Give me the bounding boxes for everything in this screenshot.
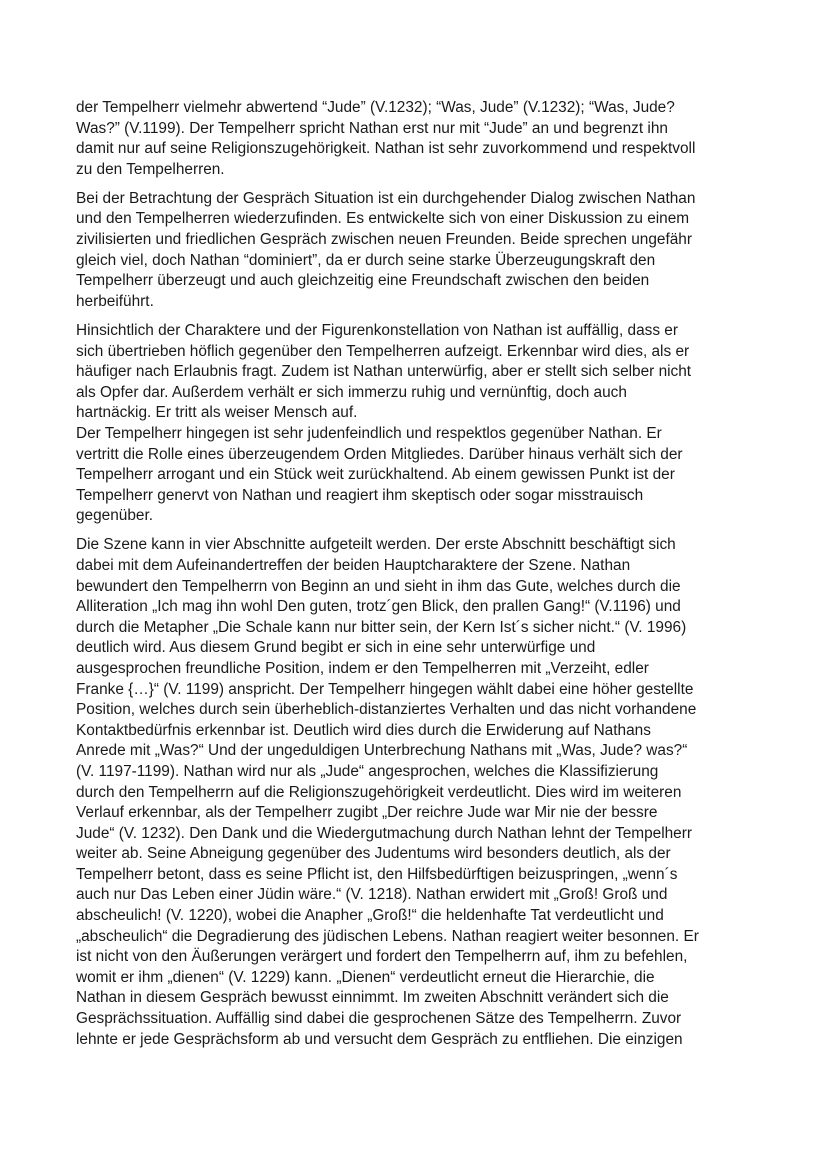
text-line: Position, welches durch sein überheblich-distanziertes Verhalten und das nicht vorhandene — [76, 701, 697, 719]
text-line: und den Tempelherren wiederzufinden. Es entwickelte sich von einer Diskussion zu einem — [76, 210, 690, 228]
text-line: „abscheulich“ die Degradierung des jüdischen Lebens. Nathan reagiert weiter besonnen. Er — [76, 927, 699, 945]
text-line: zu den Tempelherren. — [76, 160, 225, 178]
text-line: Jude“ (V. 1232). Den Dank und die Wiedergutmachung durch Nathan lehnt der Tempelherr — [76, 824, 692, 842]
text-line: Gesprächssituation. Auffällig sind dabei die gesprochenen Sätze des Tempelherrn. Zuvor — [76, 1010, 682, 1028]
text-line: abscheulich! (V. 1220), wobei die Anapher „Groß!“ die heldenhafte Tat verdeutlicht und — [76, 907, 664, 925]
text-line: damit nur auf seine Religionszugehörigkeit. Nathan ist sehr zuvorkommend und respektvoll — [76, 140, 696, 158]
text-line: gegenüber. — [76, 507, 154, 525]
text-line: Bei der Betrachtung der Gespräch Situation ist ein durchgehender Dialog zwischen Nathan — [76, 189, 696, 207]
text-line: hartnäckig. Er tritt als weiser Mensch auf. — [76, 404, 358, 422]
text-line: Die Szene kann in vier Abschnitte aufgeteilt werden. Der erste Abschnitt beschäftigt sich — [76, 536, 676, 554]
text-line: dabei mit dem Aufeinandertreffen der beiden Hauptcharaktere der Szene. Nathan — [76, 556, 631, 574]
text-line: der Tempelherr vielmehr abwertend “Jude” (V.1232); “Was, Jude” (V.1232); “Was, Jude? — [76, 99, 675, 116]
paragraph — [76, 321, 760, 527]
text-line: vertritt die Rolle eines überzeugendem Orden Mitgliedes. Darüber hinaus verhält sich der — [76, 445, 683, 463]
text-line: Tempelherr überzeugt und auch gleichzeitig eine Freundschaft zwischen den beiden — [76, 272, 650, 290]
text-line: Alliteration „Ich mag ihn wohl Den guten, trotz´gen Blick, den prallen Gang!“ (V.1196) und — [76, 598, 681, 616]
text-line: häufiger nach Erlaubnis fragt. Zudem ist Nathan unterwürfig, aber er stellt sich selber nicht — [76, 363, 692, 381]
text-line: zivilisierten und friedlichen Gespräch zwischen neuen Freunden. Beide sprechen ungefähr — [76, 231, 692, 249]
text-line: Nathan in diesem Gespräch bewusst einnimmt. Im zweiten Abschnitt verändert sich die — [76, 989, 669, 1007]
text-line: weiter ab. Seine Abneigung gegenüber des Judentums wird besonders deutlich, als der — [76, 845, 671, 863]
text-line: deutlich wird. Aus diesem Grund begibt er sich in eine sehr unterwürfige und — [76, 639, 596, 657]
text-line: Was?” (V.1199). Der Tempelherr spricht Nathan erst nur mit “Jude” an und begrenzt ihn — [76, 119, 668, 137]
text-line: durch die Metapher „Die Schale kann nur bitter sein, der Kern Ist´s sicher nicht.“ (V. 1996) — [76, 618, 687, 636]
text-line: Der Tempelherr hingegen ist sehr judenfeindlich und respektlos gegenüber Nathan. Er — [76, 424, 662, 442]
text-line: Kontaktbedürfnis erkennbar ist. Deutlich wird dies durch die Erwiderung auf Nathans — [76, 721, 651, 739]
text-line: gleich viel, doch Nathan “dominiert”, da er durch seine starke Überzeugungskraft den — [76, 251, 656, 269]
text-line: herbeiführt. — [76, 292, 154, 310]
text-line: womit er ihm „dienen“ (V. 1229) kann. „Dienen“ verdeutlicht erneut die Hierarchie, die — [76, 968, 655, 986]
text-line: lehnte er jede Gesprächsform ab und versucht dem Gespräch zu entfliehen. Die einzigen — [76, 1030, 683, 1048]
text-line: durch den Tempelherrn auf die Religionszugehörigkeit verdeutlicht. Dies wird im weiteren — [76, 783, 682, 801]
text-line: als Opfer dar. Außerdem verhält er sich immerzu ruhig und vernünftig, doch auch — [76, 383, 627, 401]
text-line: Tempelherr arrogant und ein Stück weit zurückhaltend. Ab einem gewissen Punkt ist der — [76, 466, 675, 484]
text-line: Tempelherr betont, dass es seine Pflicht ist, den Hilfsbedürftigen beizuspringen, „wenn´s — [76, 865, 678, 883]
document-body — [76, 98, 760, 1050]
text-line: Verlauf erkennbar, als der Tempelherr zugibt „Der reichre Jude war Mir nie der bessre — [76, 804, 658, 822]
text-line: bewundert den Tempelherrn von Beginn an und sieht in ihm das Gute, welches durch die — [76, 577, 681, 595]
paragraph — [76, 189, 760, 313]
text-line: auch nur Das Leben einer Jüdin wäre.“ (V. 1218). Nathan erwidert mit „Groß! Groß und — [76, 886, 668, 904]
text-line: ausgesprochen freundliche Position, indem er den Tempelherren mit „Verzeiht, edler — [76, 659, 649, 677]
text-line: (V. 1197-1199). Nathan wird nur als „Jude“ angesprochen, welches die Klassifizierung — [76, 762, 659, 780]
text-line: Franke {…}“ (V. 1199) anspricht. Der Tempelherr hingegen wählt dabei eine höher gestellte — [76, 680, 694, 698]
text-line: Hinsichtlich der Charaktere und der Figurenkonstellation von Nathan ist auffällig, dass er — [76, 321, 678, 339]
paragraph — [76, 535, 760, 1050]
text-line: Anrede mit „Was?“ Und der ungeduldigen Unterbrechung Nathans mit „Was, Jude? was?“ — [76, 742, 688, 760]
text-line: ist nicht von den Äußerungen verärgert und fordert den Tempelherrn auf, ihm zu befehlen, — [76, 948, 688, 966]
paragraph — [76, 98, 760, 180]
text-line: sich übertrieben höflich gegenüber den Tempelherren aufzeigt. Erkennbar wird dies, als er — [76, 342, 690, 360]
text-line: Tempelherr genervt von Nathan und reagiert ihm skeptisch oder sogar misstrauisch — [76, 486, 644, 504]
